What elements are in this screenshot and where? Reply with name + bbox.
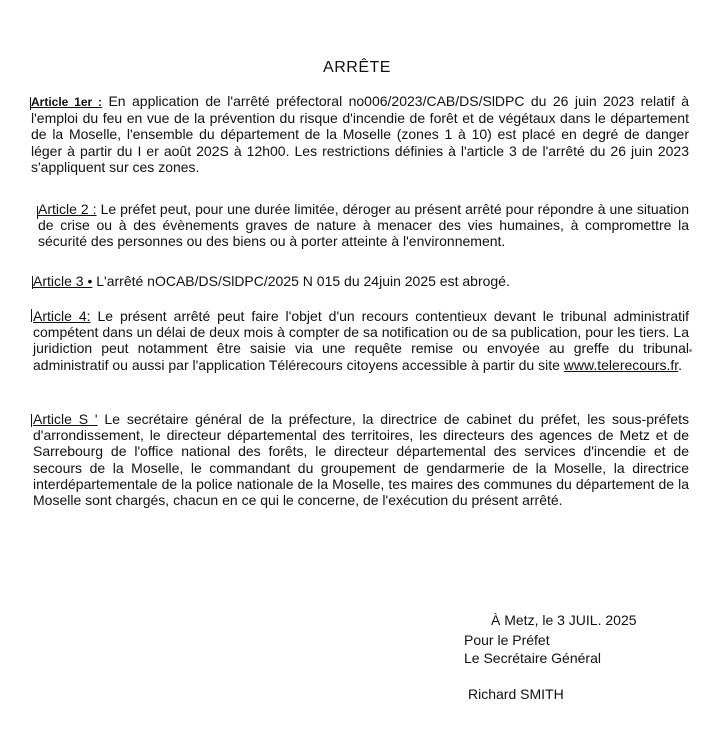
- article-4-text: Le présent arrêté peut faire l'objet d'un recours contentieux devant le tribunal administratif compétent dans un délai de deux mois à compter de sa notification ou de sa publication, pour les tiers. La juridiction peut notamment être saisie via une requête remise ou envoyée au greffe du tribunal administratif ou aussi par l'application Télérecours citoyens accessible à partir du site: [33, 308, 689, 373]
- signature-line-2: Le Secrétaire Général: [464, 650, 601, 666]
- article-4-end: .: [678, 356, 683, 373]
- signature-date: À Metz, le 3 JUIL. 2025: [491, 612, 637, 628]
- article-5-text: Le secrétaire général de la préfecture, la directrice de cabinet du préfet, les sous-préfets d'arrondissement, le directeur départemental des territoires, les directeurs des agences de Metz et de Sarrebourg de l'office national des forêts, le directeur départemental des services d'incendie et de secours de la Moselle, le commandant du groupement de gendarmerie de la Moselle, la directrice interdépartementale de la police nationale de la Moselle, tes maires des communes du département de la Moselle sont chargés, chacun en ce qui le concerne, de l'exécution du présent arrêté.: [33, 411, 689, 509]
- article-3-text: L'arrêté nOCAB/DS/SlDPC/2025 N 015 du 24juin 2025 est abrogé.: [92, 273, 510, 289]
- article-4-label: Article 4:: [33, 308, 91, 324]
- article-2: [38, 201, 689, 250]
- article-2-text: Le préfet peut, pour une durée limitée, déroger au présent arrêté pour répondre à une situation de crise ou à des évènements graves de nature à menacer des vies humaines, à compromettre la sécurité des personnes ou des biens ou à porter atteinte à l'environnement.: [38, 201, 689, 250]
- article-4: [33, 308, 689, 373]
- signature-line-1: Pour le Préfet: [464, 632, 550, 648]
- signatory-name: Richard SMITH: [468, 686, 564, 702]
- scan-speck: [689, 349, 692, 352]
- article-3-label: Article 3 •: [33, 273, 93, 289]
- article-1-text: En application de l'arrêté préfectoral no006/2023/CAB/DS/SlDPC du 26 juin 2023 relatif à l'emploi du feu en vue de la prévention du risque d'incendie de forêt et de végétaux dans le département de la Moselle, l'ensemble du département de la Moselle (zones 1 à 10) est placé en degré de danger léger à partir du I er août 202S à 12h00. Les restrictions définies à l'article 3 de l'arrêté du 26 juin 2023 s'appliquent sur ces zones.: [31, 93, 689, 175]
- margin-mark: [31, 414, 32, 427]
- article-5-label: Article S ': [33, 411, 98, 427]
- margin-mark: [31, 309, 32, 322]
- article-5: [33, 411, 689, 508]
- article-2-label: Article 2 :: [38, 201, 97, 217]
- article-3: [33, 273, 689, 289]
- article-1: [31, 93, 689, 175]
- telerecours-link[interactable]: www.telerecours.fr: [563, 356, 679, 373]
- document-title: ARRÊTE: [323, 59, 391, 76]
- article-1-label: Article 1er :: [31, 95, 103, 109]
